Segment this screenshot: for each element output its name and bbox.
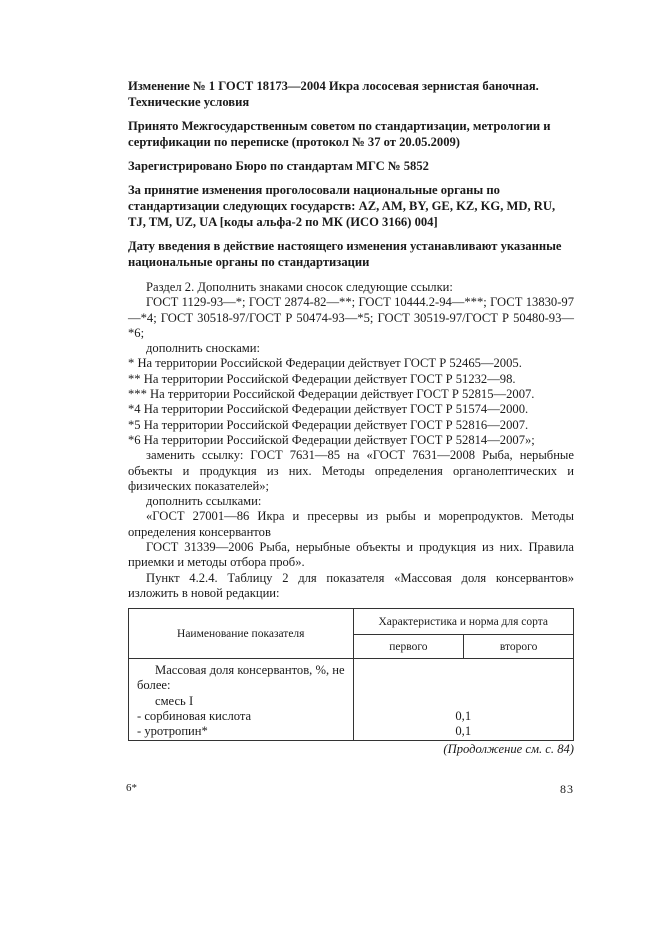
reference-gost-27001: «ГОСТ 27001—86 Икра и пресервы из рыбы и морепродуктов. Методы определения консервантов <box>128 509 574 539</box>
continuation-note: (Продолжение см. с. 84) <box>443 742 574 756</box>
registration-note: Зарегистрировано Бюро по стандартам МГС № 5852 <box>128 159 429 173</box>
value-sorbic-acid: 0,1 <box>455 709 472 723</box>
footnote-1: * На территории Российской Федерации действует ГОСТ Р 52465—2005. <box>128 356 522 371</box>
amendment-title: Изменение № 1 ГОСТ 18173—2004 Икра лососевая зернистая баночная. Технические условия <box>128 79 539 109</box>
header-first-grade: первого <box>353 635 464 659</box>
footnote-4: *4 На территории Российской Федерации действует ГОСТ Р 51574—2000. <box>128 402 529 417</box>
section-2-instruction: Раздел 2. Дополнить знаками сносок следующие ссылки: <box>146 280 453 294</box>
amendment-body <box>128 280 574 601</box>
adoption-note: Принято Межгосударственным советом по стандартизации, метрологии и сертификации по переписке (протокол № 37 от 20.05.2009) <box>128 119 551 149</box>
page-number: 83 <box>560 782 574 796</box>
add-footnotes-instruction: дополнить сносками: <box>146 341 260 356</box>
effective-date-note: Дату введения в действие настоящего изменения устанавливают указанные национальные органы по стандартизации <box>128 239 562 269</box>
header-second-grade: второго <box>464 635 574 659</box>
indicator-mix: смесь I <box>155 693 194 708</box>
indicator-sorbic-acid: - сорбиновая кислота <box>137 708 252 723</box>
indicator-urotropin: - уротропин* <box>137 724 208 739</box>
indicator-label: Массовая доля консервантов, %, не более: <box>137 663 345 693</box>
reference-gost-31339: ГОСТ 31339—2006 Рыба, нерыбные объекты и продукция из них. Правила приемки и методы отбора проб». <box>128 540 574 570</box>
header-indicator-name: Наименование показателя <box>129 609 354 659</box>
preservatives-table <box>128 608 574 741</box>
voting-note: За принятие изменения проголосовали национальные органы по стандартизации следующих государств: AZ, AM, BY, GE, KZ, KG, MD, RU, TJ, TM, UZ, UA [коды альфа-2 по МК (ИСО 3166) 004] <box>128 183 556 229</box>
footnote-2: ** На территории Российской Федерации действует ГОСТ Р 51232—98. <box>128 371 516 386</box>
footnote-5: *5 На территории Российской Федерации действует ГОСТ Р 52816—2007. <box>128 417 529 432</box>
footnote-6: *6 На территории Российской Федерации действует ГОСТ Р 52814—2007»; <box>128 432 535 447</box>
indicator-cell <box>129 659 354 741</box>
sheet-mark: 6* <box>126 782 137 794</box>
value-urotropin: 0,1 <box>455 724 472 739</box>
references-list: ГОСТ 1129-93—*; ГОСТ 2874-82—**; ГОСТ 10444.2-94—***; ГОСТ 13830-97—*4; ГОСТ 30518-97/ГОСТ Р 50474-93—*5; ГОСТ 30519-97/ГОСТ Р 50480-93—*6; <box>128 295 574 340</box>
replace-reference: заменить ссылку: ГОСТ 7631—85 на «ГОСТ 7631—2008 Рыба, нерыбные объекты и продукция из них. Методы определения органолептических и физических показателей»; <box>128 448 574 493</box>
footnote-3: *** На территории Российской Федерации действует ГОСТ Р 52815—2007. <box>128 387 535 402</box>
add-references-instruction: дополнить ссылками: <box>146 494 262 509</box>
norm-values-cell <box>353 659 574 741</box>
clause-4-2-4-instruction: Пункт 4.2.4. Таблицу 2 для показателя «Массовая доля консервантов» изложить в новой редакции: <box>128 570 574 600</box>
header-grade-group: Характеристика и норма для сорта <box>353 609 574 635</box>
